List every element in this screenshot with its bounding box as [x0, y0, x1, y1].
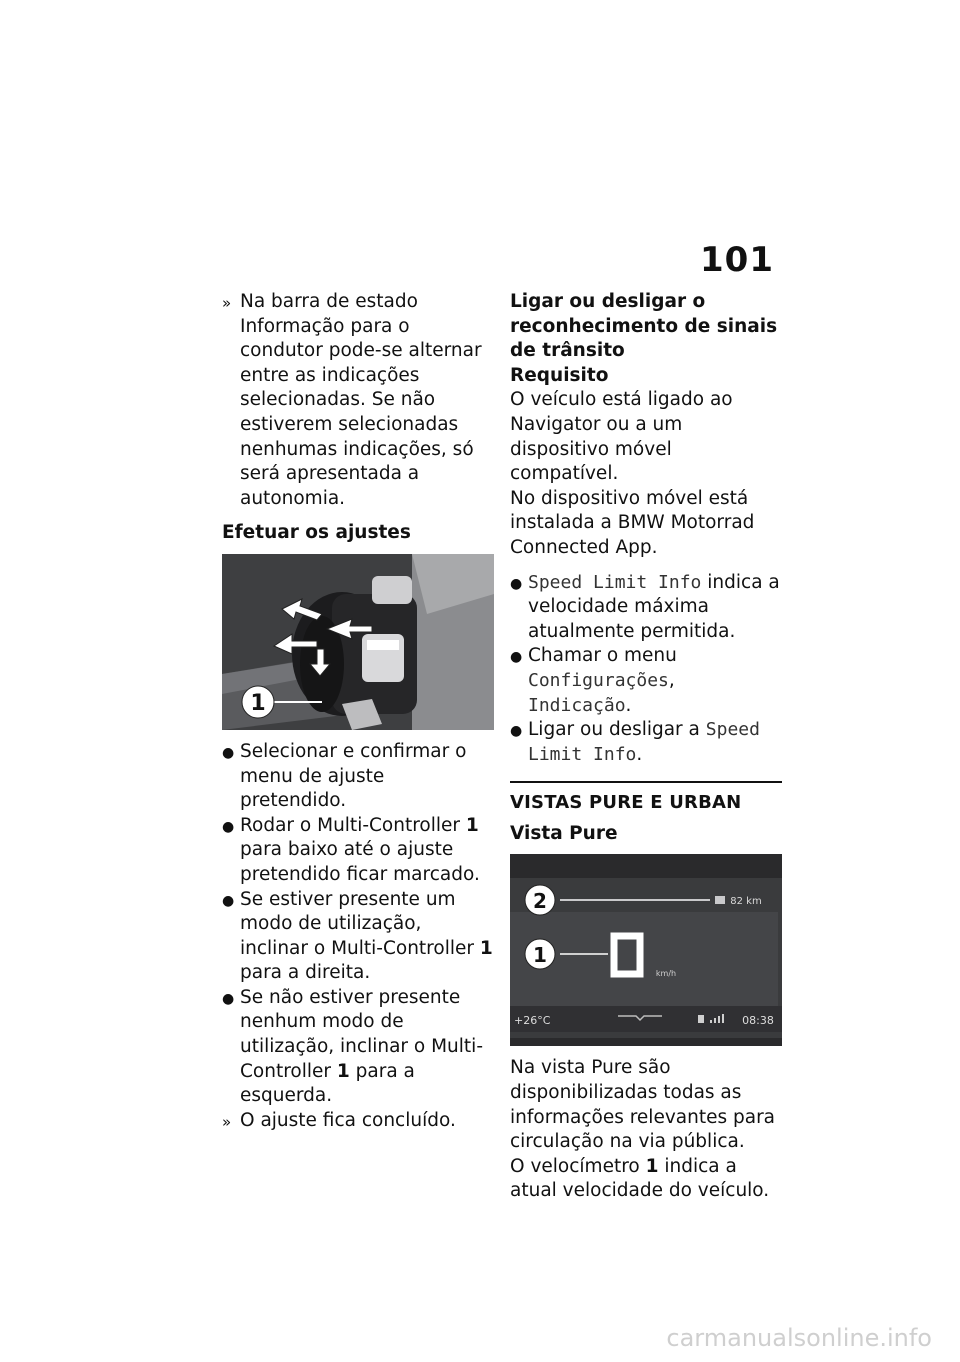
speed-unit: km/h [655, 969, 677, 979]
bullet-icon: ● [510, 723, 523, 740]
list-item [222, 986, 494, 1109]
result-item [222, 1109, 494, 1134]
left-column [222, 290, 494, 1133]
bullet-icon: ● [222, 818, 235, 835]
list-item [222, 740, 494, 814]
final-result-text: O ajuste fica concluído. [240, 1109, 456, 1131]
figure-callout-2: 2 [533, 889, 547, 914]
footer-watermark: carmanualsonline.info [666, 1324, 932, 1352]
list-item: ● Chamar o menu Configurações, Indicação. [510, 645, 677, 716]
subheading-pure-view: Vista Pure [510, 822, 618, 844]
result-arrow-icon: » [222, 1112, 232, 1131]
section-title-views: VISTAS PURE E URBAN [510, 792, 742, 814]
bullet-icon: ● [222, 892, 235, 909]
bullet-icon: ● [510, 575, 523, 592]
section-heading-traffic-signs: Ligar ou desligar o reconhecimento de sinais de trânsito [510, 291, 778, 362]
figure-callout-1: 1 [250, 690, 266, 716]
right-column [510, 290, 782, 1204]
requirement-label: Requisito [510, 364, 609, 386]
bullet-icon: ● [510, 649, 523, 666]
signal-icon [722, 1014, 724, 1023]
code-indicacao: Indicação [528, 694, 626, 716]
bullet-icon: ● [222, 744, 235, 761]
body-text-pure-view: Na vista Pure são disponibilizadas todas as informações relevantes para circulação na via pública. [510, 1057, 776, 1153]
list-item: ● Speed Limit Info indica a velocidade máxima atualmente permitida. [510, 571, 780, 642]
fuel-icon [715, 896, 725, 904]
list-item [222, 814, 494, 888]
tft-display-pure-view [510, 854, 782, 1046]
figure-callout-1: 1 [533, 943, 547, 968]
body-text-speedometer: O velocímetro 1 indica a atual velocidade do veículo. [510, 1155, 770, 1202]
section-divider [510, 781, 782, 816]
handlebar-controller-photo [222, 554, 494, 730]
intro-result-text: Na barra de estado Informação para o condutor pode-se alternar entre as indicações selecionadas. Se não estiverem selecionadas nenhumas indicações, só será apresentada a autonomia. [240, 291, 482, 509]
requirement-text-2: No dispositivo móvel está instalada a BMW Motorrad Connected App. [510, 487, 755, 558]
page-number: 101 [700, 240, 774, 280]
result-item [222, 290, 494, 511]
code-configuracoes: Configurações [528, 669, 669, 691]
step-1: Selecionar e confirmar o menu de ajuste pretendido. [240, 740, 467, 812]
result-arrow-icon: » [222, 294, 232, 312]
temperature-readout: +26°C [514, 1014, 551, 1028]
code-speed-limit-info: Speed Limit Info [528, 719, 760, 765]
range-readout: 82 km [730, 896, 762, 908]
bullet-icon: ● [222, 990, 235, 1007]
requirement-text-1: O veículo está ligado ao Navigator ou a um dispositivo móvel compatível. [510, 389, 733, 485]
step-2: Rodar o Multi-Controller 1 para baixo até o ajuste pretendido ficar marcado. [240, 814, 480, 885]
phone-icon [698, 1015, 704, 1023]
clock-readout: 08:38 [742, 1014, 774, 1028]
list-item [222, 888, 494, 986]
code-speed-limit-info: Speed Limit Info [528, 571, 702, 593]
list-item: ● Ligar ou desligar a Speed Limit Info. [510, 719, 760, 765]
step-3: Se estiver presente um modo de utilização, inclinar o Multi-Controller 1 para a direita. [240, 888, 493, 984]
pure-view-illustration [510, 854, 782, 1046]
handlebar-illustration [222, 554, 494, 730]
step-4: Se não estiver presente nenhum modo de utilização, inclinar o Multi-Controller 1 para a esquerda. [240, 986, 483, 1107]
section-heading-adjust: Efetuar os ajustes [222, 522, 411, 544]
